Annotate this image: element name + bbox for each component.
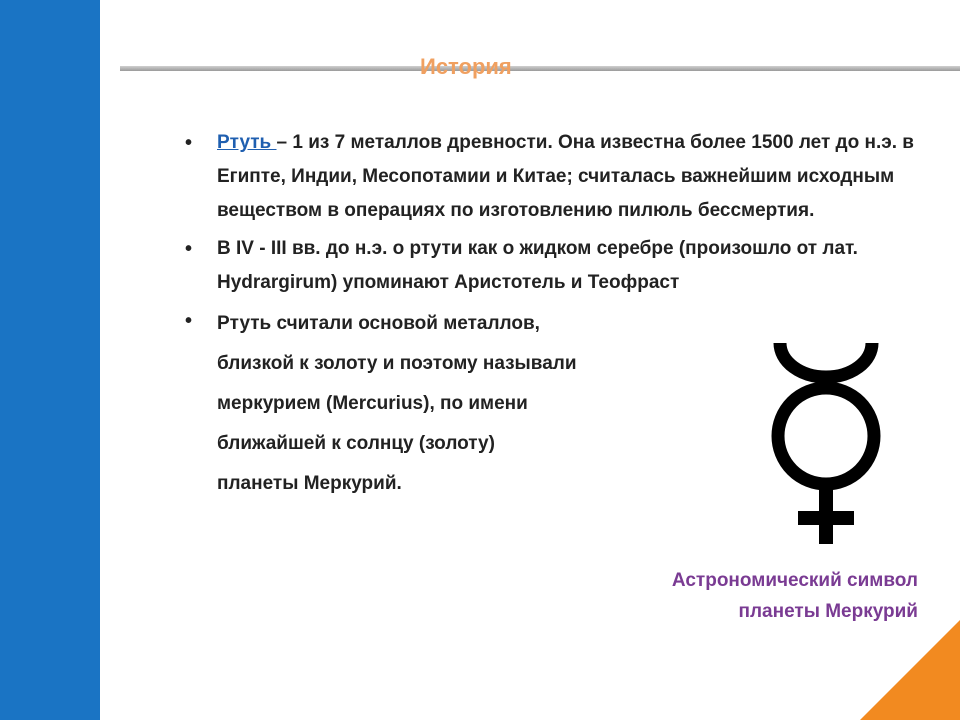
bullet-dot: •	[185, 310, 193, 332]
bullet-dot: •	[185, 238, 193, 260]
caption-line: Астрономический символ	[671, 570, 918, 591]
bullet-line: Ртуть считали основой металлов,	[217, 313, 540, 334]
bullet-item-1	[185, 126, 925, 228]
corner-accent	[860, 620, 960, 720]
bullet-text: В IV - III вв. до н.э. о ртути как о жидком серебре (произошло от лат. Hydrargirum) упоминают Аристотель и Теофраст	[217, 238, 858, 293]
slide-title: История	[420, 54, 512, 79]
bullet-line: меркурием (Mercurius), по имени	[217, 393, 528, 414]
bullet-line: близкой к золоту и поэтому называли	[217, 353, 577, 374]
caption-line: планеты Меркурий	[738, 601, 918, 622]
bullet-item-2	[185, 232, 925, 300]
mercury-symbol-icon	[760, 338, 900, 548]
symbol-caption	[672, 565, 918, 627]
title-divider	[120, 66, 960, 71]
bullet-line: планеты Меркурий.	[217, 473, 402, 494]
bullet-dot: •	[185, 132, 193, 154]
bullet-line: ближайшей к солнцу (золоту)	[217, 433, 495, 454]
left-accent-bar	[0, 0, 100, 720]
bullet-text: – 1 из 7 металлов древности. Она известна более 1500 лет до н.э. в Египте, Индии, Месопотамии и Китае; считалась важнейшим исходным веществом в операциях по изготовлению пилюль бессмертия.	[217, 132, 914, 221]
mercury-link[interactable]: Ртуть	[217, 132, 277, 153]
